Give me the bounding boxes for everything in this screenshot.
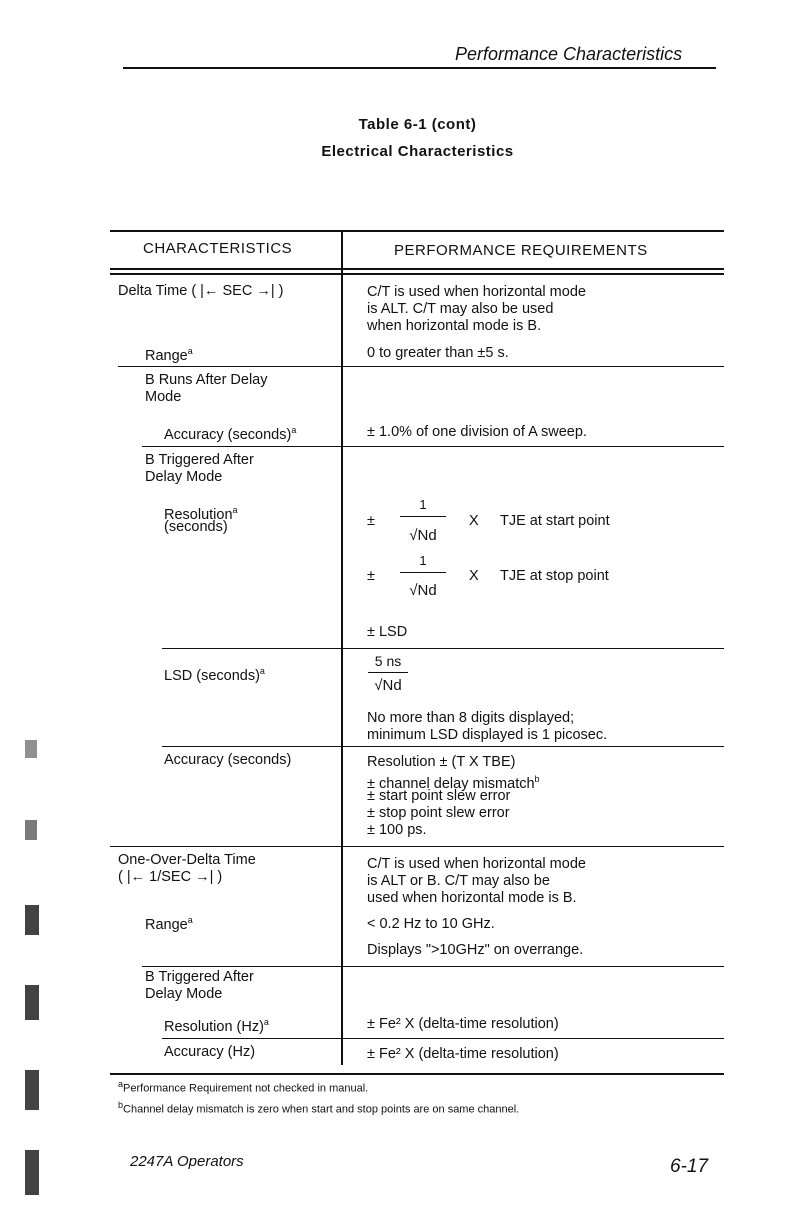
row-rule — [118, 366, 724, 367]
fraction-denominator: √Nd — [409, 527, 437, 544]
b-triggered-2-line-2: Delay Mode — [145, 986, 223, 1002]
tje-start: TJE at start point — [500, 513, 610, 529]
one-over-req-1: C/T is used when horizontal mode — [367, 856, 586, 872]
accuracy-req-5: ± 100 ps. — [367, 822, 427, 838]
binding-mark — [25, 905, 39, 935]
lsd-label: LSD (seconds)$^a$ — [164, 666, 265, 684]
b-runs-line-1: B Runs After Delay — [145, 372, 268, 388]
table-head-rule-1 — [110, 268, 724, 270]
row-rule — [162, 648, 724, 649]
row-rule — [162, 746, 724, 747]
lsd-tolerance: ± LSD — [367, 624, 408, 640]
resolution-label: Resolution$^a$ — [164, 505, 238, 523]
lsd-req-1: No more than 8 digits displayed; — [367, 710, 575, 726]
b-triggered-2-line-1: B Triggered After — [145, 969, 254, 985]
times-sign: X — [469, 568, 479, 584]
footer-manual-name: 2247A Operators — [130, 1153, 244, 1170]
footnote-a: $^a$Performance Requirement not checked in manual. — [118, 1079, 369, 1095]
row-rule — [142, 446, 724, 447]
one-over-req-2: is ALT or B. C/T may also be — [367, 873, 550, 889]
one-over-label-1: One-Over-Delta Time — [118, 852, 256, 868]
lsd-denominator: √Nd — [374, 677, 402, 694]
fraction-denominator: √Nd — [409, 582, 437, 599]
delta-time-req-3: when horizontal mode is B. — [367, 318, 542, 334]
tje-stop: TJE at stop point — [500, 568, 609, 584]
accuracy-seconds-label: Accuracy (seconds)$^a$ — [164, 425, 297, 443]
fraction-numerator: 1 — [419, 497, 427, 512]
resolution-hz-req: ± Fe² X (delta-time resolution) — [367, 1016, 559, 1032]
delta-time-req-2: is ALT. C/T may also be used — [367, 301, 554, 317]
binding-mark — [25, 1150, 39, 1195]
binding-mark — [25, 740, 37, 758]
b-triggered-line-2: Delay Mode — [145, 469, 223, 485]
one-over-label-2: ( |← 1/SEC →| ) — [118, 869, 223, 885]
fraction-numerator: 1 — [419, 553, 427, 568]
accuracy-req-4: ± stop point slew error — [367, 805, 510, 821]
delta-time-label: Delta Time ( |← SEC →| ) — [118, 283, 284, 299]
binding-mark — [25, 985, 39, 1020]
page-number: 6-17 — [670, 1156, 709, 1177]
running-header: Performance Characteristics — [455, 44, 683, 64]
delta-time-req-1: C/T is used when horizontal mode — [367, 284, 586, 300]
fraction-bar — [368, 672, 408, 673]
binding-mark — [25, 1070, 39, 1110]
table-title: Electrical Characteristics — [321, 143, 514, 160]
accuracy-req-2: ± channel delay mismatch$^b$ — [367, 774, 540, 792]
table-number: Table 6-1 (cont) — [358, 116, 477, 133]
range-label: Range$^a$ — [145, 346, 193, 364]
footnote-b: $^b$Channel delay mismatch is zero when start and stop points are on same channel. — [118, 1100, 520, 1116]
range-req: 0 to greater than ±5 s. — [367, 345, 509, 361]
accuracy-hz-label: Accuracy (Hz) — [164, 1044, 256, 1060]
plus-minus: ± — [367, 568, 375, 584]
fraction-bar — [400, 572, 446, 573]
header-rule — [123, 67, 716, 69]
table-top-rule — [110, 230, 724, 232]
column-header-requirements: PERFORMANCE REQUIREMENTS — [394, 242, 648, 259]
range-hz-req-1: < 0.2 Hz to 10 GHz. — [367, 916, 495, 932]
lsd-numerator: 5 ns — [374, 653, 402, 669]
b-triggered-line-1: B Triggered After — [145, 452, 254, 468]
accuracy-seconds-req: ± 1.0% of one division of A sweep. — [367, 424, 587, 440]
row-rule — [162, 1038, 724, 1039]
row-rule — [142, 966, 724, 967]
resolution-units: (seconds) — [164, 519, 228, 535]
accuracy-seconds-2-label: Accuracy (seconds) — [164, 752, 292, 768]
row-rule — [110, 846, 724, 847]
fraction-bar — [400, 516, 446, 517]
b-runs-line-2: Mode — [145, 389, 182, 405]
table-head-rule-2 — [110, 273, 724, 275]
accuracy-req-1: Resolution ± (T X TBE) — [367, 754, 516, 770]
range-hz-label: Range$^a$ — [145, 915, 193, 933]
binding-mark — [25, 820, 37, 840]
accuracy-req-3: ± start point slew error — [367, 788, 511, 804]
table-bottom-rule — [110, 1073, 724, 1075]
resolution-hz-label: Resolution $(Hz)^a$ — [164, 1017, 269, 1035]
times-sign: X — [469, 513, 479, 529]
accuracy-hz-req: ± Fe² X (delta-time resolution) — [367, 1046, 559, 1062]
lsd-req-2: minimum LSD displayed is 1 picosec. — [367, 727, 608, 743]
plus-minus: ± — [367, 513, 375, 529]
range-hz-req-2: Displays ">10GHz" on overrange. — [367, 942, 584, 958]
column-header-characteristics: CHARACTERISTICS — [143, 240, 293, 257]
one-over-req-3: used when horizontal mode is B. — [367, 890, 577, 906]
